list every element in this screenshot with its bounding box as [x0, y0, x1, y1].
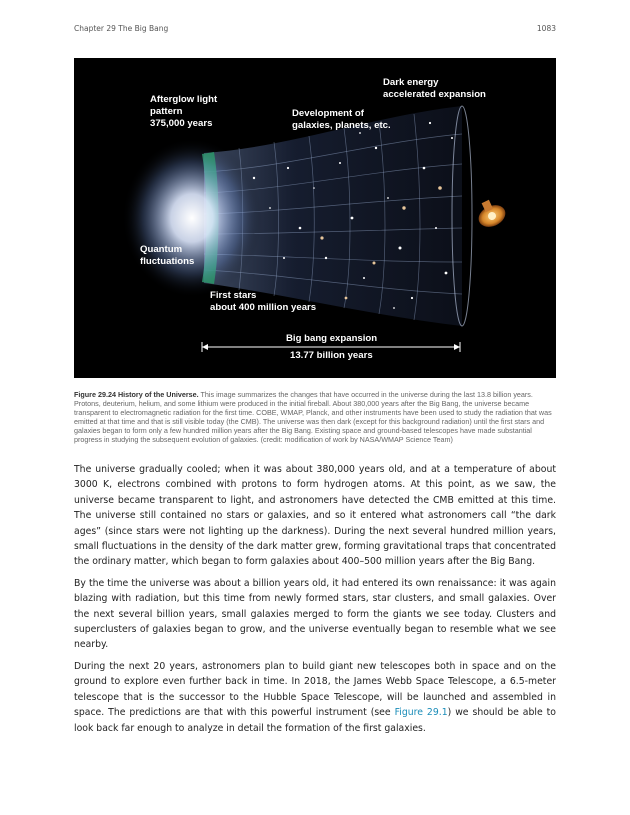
paragraph-1: The universe gradually cooled; when it was about 380,000 years old, and at a temperature of about 3000 K, electrons combined with protons to form hydrogen atoms. At this point, as we saw, the universe became transparent to light, and astronomers have detected the CMB emitted at this time. The universe still contained no stars or galaxies, and so it entered what astronomers call “the dark ages” (since stars were not lighting up the darkness). During the next several hundred million years, small fluctuations in the density of the dark matter grew, forming gravitational traps that concentrated the ordinary matter, which began to form galaxies about 400–500 million years after the Big Bang. [74, 464, 556, 568]
dark-energy-label: Dark energy accelerated expansion [383, 77, 486, 100]
body-text [74, 462, 556, 742]
figure-29-1-link[interactable]: Figure 29.1 [394, 707, 448, 719]
development-label: Development of galaxies, planets, etc. [292, 108, 391, 131]
universe-history-figure [74, 58, 556, 378]
quantum-label: Quantum fluctuations [140, 244, 195, 267]
big-bang-expansion-label: Big bang expansion [286, 333, 378, 344]
paragraph-3 [74, 659, 556, 736]
universe-history-illustration [74, 58, 556, 378]
page-header [74, 24, 556, 36]
afterglow-label: Afterglow light pattern 375,000 years [150, 94, 218, 129]
figure-caption [74, 391, 556, 444]
caption-title: Figure 29.24 History of the Universe. [74, 390, 199, 399]
caption-text: This image summarizes the changes that have occurred in the universe during the last 13.8 billion years. Protons, deuterium, helium, and some lithium were produced in the initial fireball. About 380,000 years after the Big Bang, the universe became transparent to electromagnetic radiation for the first time. COBE, WMAP, Planck, and other instruments have been used to study the radiation that was emitted at that time and that is still visible today (the CMB). The universe was then dark (except for this background radiation) until the first stars and galaxies began to form only a few hundred million years after the Big Bang. Existing space and ground-based telescopes have made substantial progress in studying the subsequent evolution of galaxies. (credit: modification of work by NASA/WMAP Science Team) [74, 390, 552, 444]
paragraph-3-start: During the next 20 years, astronomers plan to build giant new telescopes both in space and on the ground to explore even further back in time. In 2018, the James Webb Space Telescope, a 6.5-meter telescope that is the successor to the Hubble Space Telescope, will be launched and assembled in space. The predictions are that with this powerful instrument (see [74, 660, 556, 719]
paragraph-3-end: ) we should be able to look back far enough to analyze in detail the formation of the first galaxies. [74, 707, 556, 734]
chapter-title: Chapter 29 The Big Bang [74, 24, 169, 33]
duration-label: 13.77 billion years [290, 350, 373, 361]
paragraph-2: By the time the universe was about a billion years old, it had entered its own renaissance: it was again blazing with radiation, but this time from newly formed stars, star clusters, and small galaxies. Over the next several billion years, small galaxies merged to form the giants we see today. Clusters and superclusters of galaxies began to grow, and the universe eventually began to resemble what we see nearby. [74, 577, 556, 651]
page-number: 1083 [536, 24, 556, 33]
first-stars-label: First stars about 400 million years [210, 290, 317, 313]
